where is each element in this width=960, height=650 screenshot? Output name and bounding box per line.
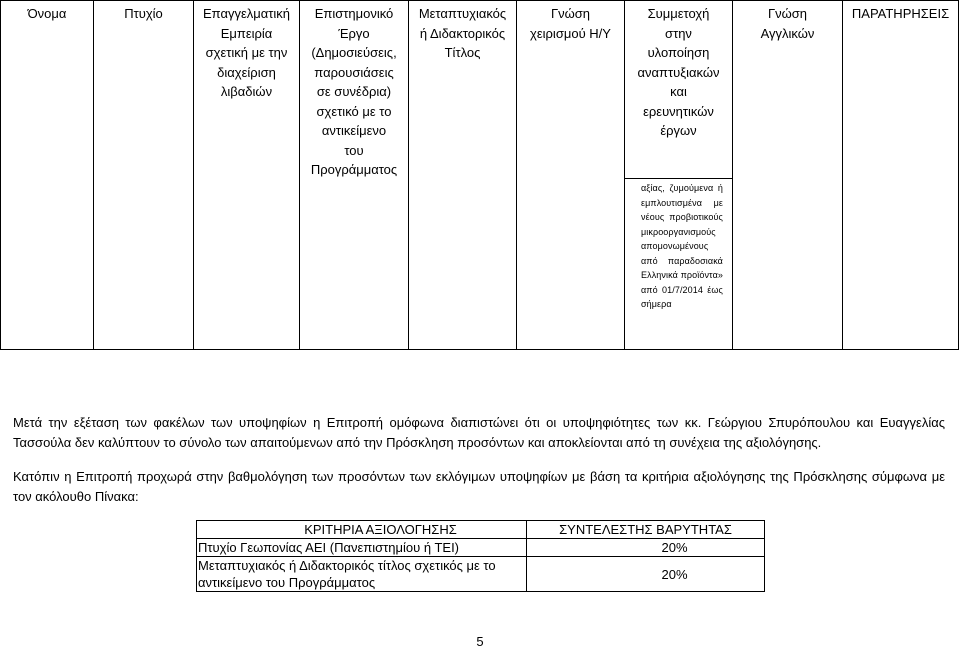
participation-note: αξίας, ζυμούμενα ή εμπλουτισμένα με νέους προβιοτικούς μικροοργανισμούς απομονωμένους από παραδοσιακά Ελληνικά προϊόντα» από 01/7/2014 έως σήμερα: [625, 179, 733, 350]
header-experience: Επαγγελματική Εμπειρία σχετική με την διαχείριση λιβαδιών: [194, 1, 300, 350]
weight-cell: 20%: [527, 557, 765, 592]
weight-header: ΣΥΝΤΕΛΕΣΤΗΣ ΒΑΡΥΤΗΤΑΣ: [527, 521, 765, 539]
criteria-header: ΚΡΙΤΗΡΙΑ ΑΞΙΟΛΟΓΗΣΗΣ: [197, 521, 527, 539]
header-postgraduate: Μεταπτυχιακός ή Διδακτορικός Τίτλος: [409, 1, 517, 350]
header-english: Γνώση Αγγλικών: [733, 1, 843, 350]
weight-cell: 20%: [527, 539, 765, 557]
table-row: [197, 557, 765, 592]
table-row: [197, 539, 765, 557]
paragraph-exclusion: Μετά την εξέταση των φακέλων των υποψηφίων η Επιτροπή ομόφωνα διαπιστώνει ότι οι υποψηφιότητες των κκ. Γεώργιου Σπυρόπουλου και Ευαγγελίας Τασσούλα δεν καλύπτουν το σύνολο των απαιτούμενων από την Πρόσκληση προσόντων και αποκλείονται από τη συνέχεια της αξιολόγησης.: [13, 415, 945, 450]
header-scientific-work: Επιστημονικό Έργο (Δημοσιεύσεις, παρουσιάσεις σε συνέδρια) σχετικό με το αντικείμενο του Προγράμματος: [300, 1, 409, 350]
header-degree: Πτυχίο: [94, 1, 194, 350]
header-name: Όνομα: [1, 1, 94, 350]
page-number: 5: [476, 634, 484, 649]
criteria-table: [196, 520, 765, 592]
header-computer-skills: Γνώση χειρισμού Η/Υ: [517, 1, 625, 350]
header-remarks: ΠΑΡΑΤΗΡΗΣΕΙΣ: [843, 1, 959, 350]
header-participation: Συμμετοχή στην υλοποίηση αναπτυξιακών και ερευνητικών έργων: [625, 1, 733, 179]
paragraph-scoring: Κατόπιν η Επιτροπή προχωρά στην βαθμολόγηση των προσόντων των εκλόγιμων υποψηφίων με βάση τα κριτήρια αξιολόγησης της Πρόσκλησης σύμφωνα με τον ακόλουθο Πίνακα:: [13, 469, 945, 504]
criterion-cell: Πτυχίο Γεωπονίας ΑΕΙ (Πανεπιστημίου ή ΤΕΙ): [197, 539, 527, 557]
criterion-cell: Μεταπτυχιακός ή Διδακτορικός τίτλος σχετικός με το αντικείμενο του Προγράμματος: [197, 557, 527, 592]
